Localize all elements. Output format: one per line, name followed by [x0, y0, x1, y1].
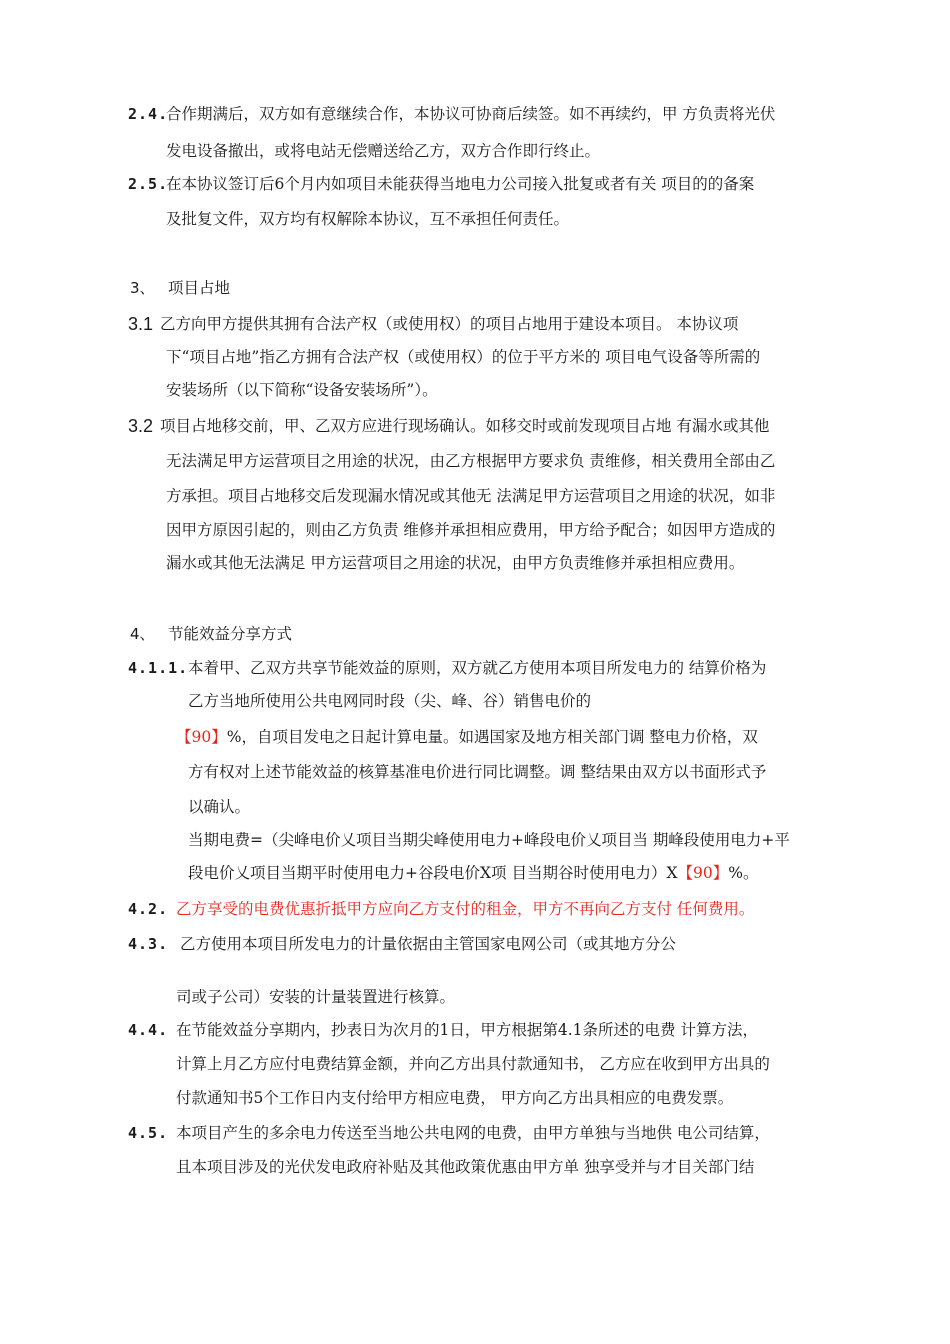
- clause-number: 4.1.1.: [128, 659, 189, 677]
- highlight-percentage: 【90】: [677, 864, 729, 882]
- clause-number: 4.4.: [128, 1021, 169, 1039]
- clause-line: 合作期满后，双方如有意继续合作，本协议可协商后续签。如不再续约，甲 方负责将光伏: [166, 105, 776, 123]
- clause-line: 方承担。项目占地移交后发现漏水情况或其他无 法满足甲方运营项目之用途的状况，如非: [166, 487, 776, 505]
- highlight-percentage: 【90】: [176, 728, 227, 746]
- clause-line: 付款通知书5个工作日内支付给甲方相应电费， 甲方向乙方出具相应的电费发票。: [176, 1089, 734, 1107]
- clause-line: 及批复文件，双方均有权解除本协议，互不承担任何责任。: [166, 210, 570, 228]
- clause-line: 以确认。: [188, 798, 251, 816]
- clause-line: 方有权对上述节能效益的核算基准电价进行同比调整。调 整结果由双方以书面形式予: [188, 763, 767, 781]
- clause-line: 安装场所（以下简称“设备安装场所”）。: [166, 381, 438, 399]
- clause-number: 3.2: [128, 416, 154, 436]
- clause-number: 2.4.: [128, 105, 169, 123]
- clause-number: 3.1: [128, 314, 154, 334]
- clause-number: 4.3.: [128, 935, 169, 953]
- section-number: 4、: [130, 625, 155, 643]
- formula-line-end: %。: [728, 864, 759, 882]
- section-title: 节能效益分享方式: [168, 625, 293, 643]
- clause-line: 下“项目占地”指乙方拥有合法产权（或使用权）的位于平方米的 项目电气设备等所需的: [166, 348, 761, 366]
- clause-line: [176, 726, 758, 748]
- clause-number: 2.5.: [128, 175, 169, 193]
- clause-line-text: %，自项目发电之日起计算电量。如遇国家及地方相关部门调 整电力价格，双: [226, 728, 758, 746]
- clause-line: 在节能效益分享期内，抄表日为次月的1日，甲方根据第4.1条所述的电费 计算方法，: [176, 1021, 758, 1039]
- clause-line: 计算上月乙方应付电费结算金额，并向乙方出具付款通知书， 乙方应在收到甲方出具的: [176, 1055, 770, 1073]
- clause-line: 乙方当地所使用公共电网同时段（尖、峰、谷）销售电价的: [188, 692, 592, 710]
- clause-line: 发电设备撤出，或将电站无偿赠送给乙方，双方合作即行终止。: [166, 142, 601, 160]
- clause-line: 且本项目涉及的光伏发电政府补贴及其他政策优惠由甲方单 独享受并与才目关部门结: [176, 1158, 755, 1176]
- clause-line: 本着甲、乙双方共享节能效益的原则，双方就乙方使用本项目所发电力的 结算价格为: [188, 659, 767, 677]
- clause-line: 乙方使用本项目所发电力的计量依据由主管国家电网公司（或其地方分公: [180, 935, 677, 953]
- clause-line-highlighted: 乙方享受的电费优惠折抵甲方应向乙方支付的租金，甲方不再向乙方支付 任何费用。: [176, 900, 755, 918]
- clause-line: 漏水或其他无法满足 甲方运营项目之用途的状况，由甲方负责维修并承担相应费用。: [166, 554, 745, 572]
- clause-line: 乙方向甲方提供其拥有合法产权（或使用权）的项目占地用于建设本项目。 本协议项: [160, 315, 739, 333]
- clause-line: 本项目产生的多余电力传送至当地公共电网的电费，由甲方单独与当地供 电公司结算，: [176, 1124, 770, 1142]
- clause-line: 无法满足甲方运营项目之用途的状况，由乙方根据甲方要求负 责维修，相关费用全部由乙: [166, 452, 776, 470]
- formula-line: [188, 862, 758, 884]
- clause-line: 司或子公司）安装的计量装置进行核算。: [176, 988, 456, 1006]
- formula-line-text: 段电价乂项目当期平时使用电力+谷段电价X项 目当期谷时使用电力）X: [188, 864, 678, 882]
- clause-number: 4.2.: [128, 900, 169, 918]
- clause-line: 因甲方原因引起的，则由乙方负责 维修并承担相应费用，甲方给予配合；如因甲方造成的: [166, 521, 776, 539]
- section-number: 3、: [130, 279, 155, 297]
- clause-line: 在本协议签订后6个月内如项目未能获得当地电力公司接入批复或者有关 项目的的备案: [166, 175, 755, 193]
- clause-number: 4.5.: [128, 1124, 169, 1142]
- clause-line: 项目占地移交前，甲、乙双方应进行现场确认。如移交时或前发现项目占地 有漏水或其他: [160, 417, 770, 435]
- formula-line: 当期电费=（尖峰电价乂项目当期尖峰使用电力+峰段电价乂项目当 期峰段使用电力+平: [188, 831, 790, 849]
- section-title: 项目占地: [168, 279, 231, 297]
